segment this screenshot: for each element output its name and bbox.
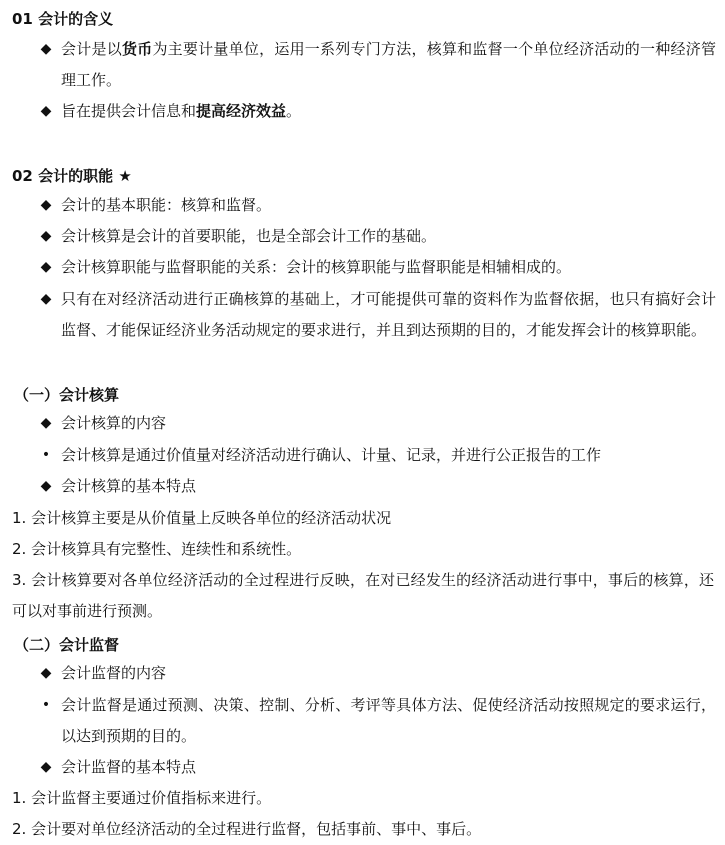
section-01-title: 01 会计的含义 <box>12 10 114 28</box>
diamond-bullet-icon: ◆ <box>40 415 52 431</box>
numbered-item: 1. 会计核算主要是从价值量上反映各单位的经济活动状况 <box>12 509 392 527</box>
list-item: • 会计核算是通过价值量对经济活动进行确认、计量、记录，并进行公正报告的工作 <box>36 440 716 471</box>
bold-term: 货币 <box>121 40 153 58</box>
diamond-bullet-icon: ◆ <box>40 665 52 681</box>
section-02-title: 02 会计的职能 ★ <box>12 167 132 185</box>
diamond-bullet-icon: ◆ <box>40 291 52 307</box>
numbered-item: 2. 会计核算具有完整性、连续性和系统性。 <box>12 540 302 558</box>
dot-bullet-icon: • <box>41 447 51 463</box>
numbered-item: 1. 会计监督主要通过价值指标来进行。 <box>12 789 272 807</box>
list-item: ◆ 会计监督的基本特点 <box>36 752 716 783</box>
list-item: ◆ 旨在提供会计信息和提高经济效益。 <box>36 96 716 127</box>
list-item: ◆ 会计核算是会计的首要职能，也是全部会计工作的基础。 <box>36 221 716 252</box>
list-item: ◆ 只有在对经济活动进行正确核算的基础上，才可能提供可靠的资料作为监督依据，也只有搞好会计监督、才能保证经济业务活动规定的要求进行，并且到达预期的目的，才能发挥会计的核算职能。 <box>36 284 716 346</box>
bold-term: 提高经济效益 <box>196 102 287 120</box>
dot-bullet-icon: • <box>41 697 51 713</box>
diamond-bullet-icon: ◆ <box>40 759 52 775</box>
numbered-item: 2. 会计要对单位经济活动的全过程进行监督，包括事前、事中、事后。 <box>12 820 482 838</box>
diamond-bullet-icon: ◆ <box>40 259 52 275</box>
list-item: ◆ 会计核算的基本特点 <box>36 471 716 502</box>
list-item: ◆ 会计的基本职能：核算和监督。 <box>36 190 716 221</box>
diamond-bullet-icon: ◆ <box>40 197 52 213</box>
list-item: ◆ 会计核算的内容 <box>36 408 716 439</box>
accounting-subtitle: （一）会计核算 <box>14 386 120 404</box>
diamond-bullet-icon: ◆ <box>40 41 52 57</box>
supervision-subtitle: （二）会计监督 <box>14 636 120 654</box>
diamond-bullet-icon: ◆ <box>40 228 52 244</box>
diamond-bullet-icon: ◆ <box>40 103 52 119</box>
diamond-bullet-icon: ◆ <box>40 478 52 494</box>
numbered-item: 3. 会计核算要对各单位经济活动的全过程进行反映，在对已经发生的经济活动进行事中，事后的核算，还可以对事前进行预测。 <box>12 571 714 620</box>
list-item: ◆ 会计核算职能与监督职能的关系：会计的核算职能与监督职能是相辅相成的。 <box>36 252 716 283</box>
list-item: • 会计监督是通过预测、决策、控制、分析、考评等具体方法、促使经济活动按照规定的要求运行，以达到预期的目的。 <box>36 690 716 752</box>
list-item: ◆ 会计监督的内容 <box>36 658 716 689</box>
list-item: ◆ 会计是以货币为主要计量单位，运用一系列专门方法，核算和监督一个单位经济活动的一种经济管理工作。 <box>36 34 716 96</box>
